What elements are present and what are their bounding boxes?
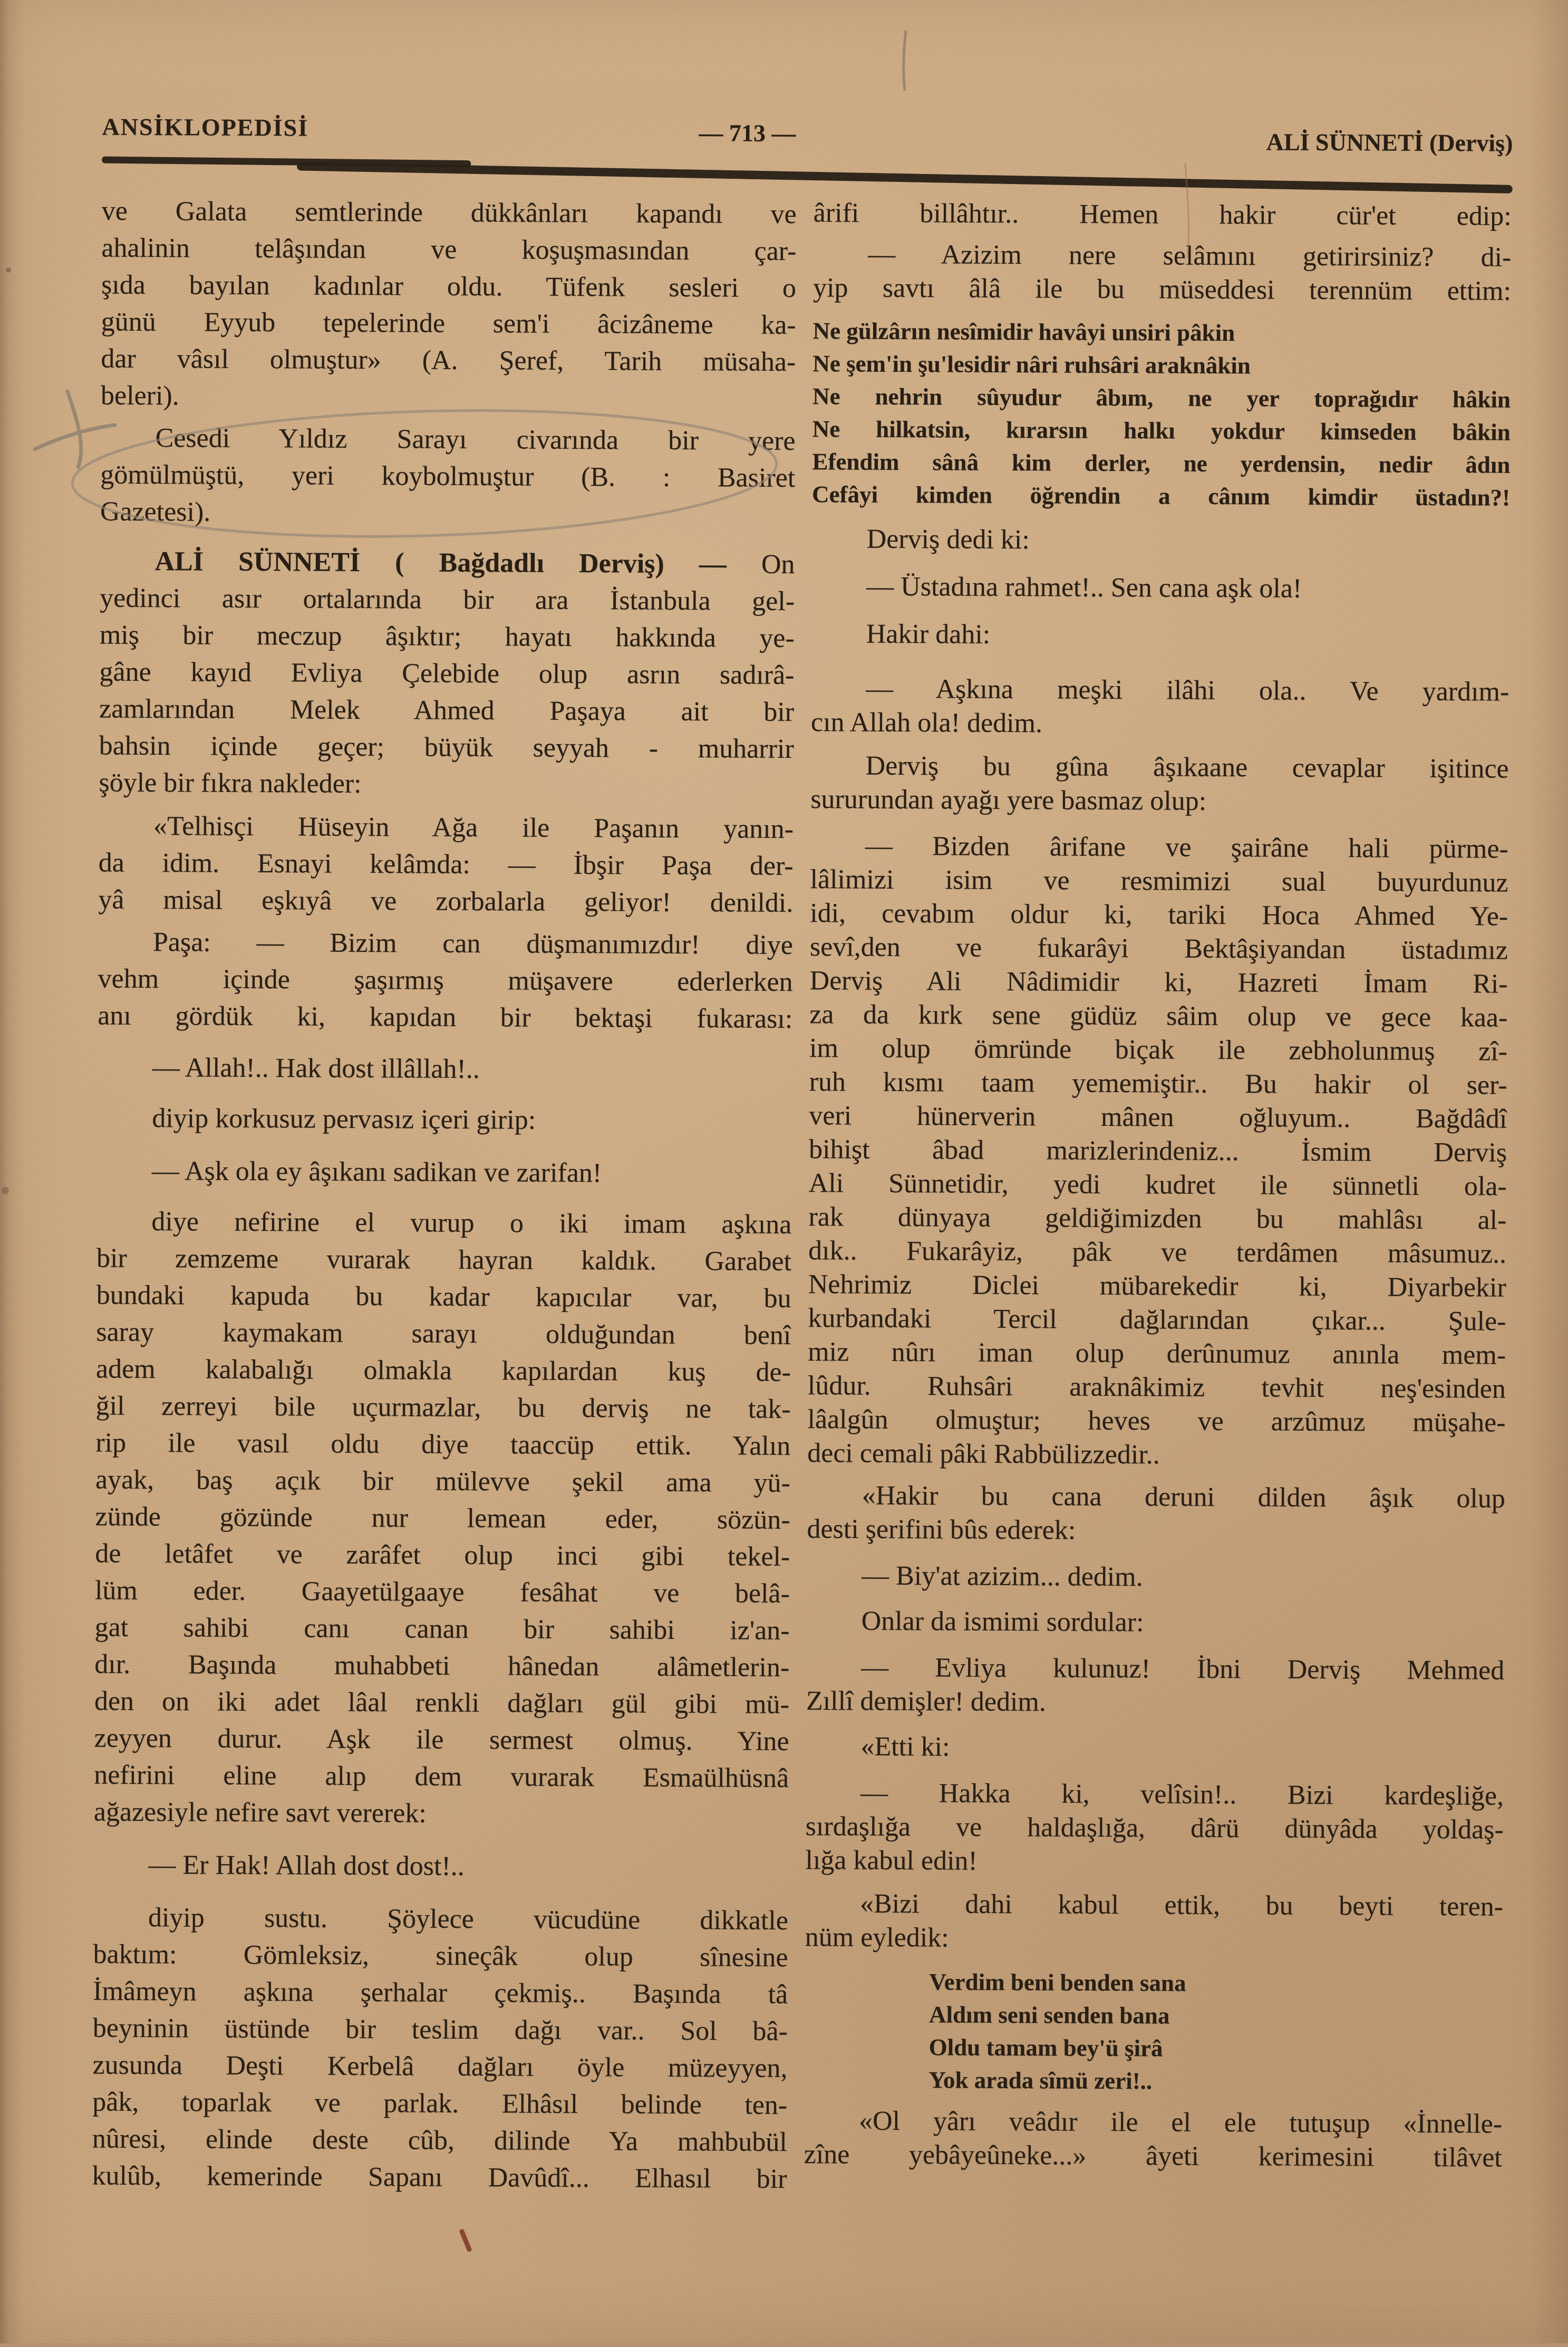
text-line: Paşa: — Bizim can düşmanımızdır! diye: [152, 927, 793, 961]
text-line: im olup ömründe biçak ile zebholunmuş zî-: [809, 1033, 1508, 1067]
text-line: nûresi, elinde deste cûb, dilinde Ya mahbubül: [92, 2123, 787, 2158]
text-line: — Üstadına rahmet!.. Sen cana aşk ola!: [866, 571, 1302, 604]
text-line: Aldım seni senden bana: [928, 2001, 1170, 2029]
text-line: Ne gülzârın nesîmidir havâyi unsiri pâkin: [812, 317, 1235, 346]
text-line: Zıllî demişler! dedim.: [806, 1686, 1046, 1717]
text-line: diye nefirine el vurup o iki imam aşkına: [151, 1206, 792, 1240]
text-line: yip savtı âlâ ile bu müseddesi terennüm ettim:: [812, 273, 1512, 306]
text-line: — Allah!.. Hak dost illâllah!..: [152, 1052, 480, 1085]
text-line: anı gördük ki, kapıdan bir bektaşi fukarası:: [98, 1000, 793, 1035]
text-line: saray kaymakam sarayı olduğundan benî: [96, 1317, 791, 1351]
text-line: Hakir dahi:: [866, 619, 991, 650]
text-line: Onlar da ismimi sordular:: [861, 1606, 1144, 1638]
page-number: — 713 —: [699, 119, 796, 147]
header-work-title: ANSİKLOPEDİSİ: [102, 113, 309, 141]
text-line: idi, cevabım oldur ki, tariki Hoca Ahmed Ye-: [810, 898, 1508, 932]
text-line: ayak, baş açık bir mülevve şekil ama yü-: [95, 1464, 791, 1499]
text-line: yedinci asır ortalarında bir ara İstanbula gel-: [99, 583, 795, 617]
text-line: gat sahibi canı canan bir sahibi iz'an-: [94, 1612, 790, 1646]
text-line: bahsin içinde geçer; büyük seyyah - muharrir: [99, 730, 794, 765]
right-text-column: [804, 196, 1512, 2175]
text-line: Nehrimiz Diclei mübarekedir ki, Diyarbekir: [808, 1269, 1506, 1303]
text-line: lûdur. Ruhsâri araknâkimiz tevhit neş'esinden: [807, 1370, 1506, 1404]
text-line: zusunda Deşti Kerbelâ dağları öyle müzeyyen,: [92, 2050, 788, 2084]
text-line: İmâmeyn aşkına şerhalar çekmiş.. Başında tâ: [93, 1976, 788, 2010]
text-line: lâlimizi isim ve resmimizi sual buyurdunuz: [810, 864, 1508, 898]
text-line: Ne şem'in şu'lesidir nâri ruhsâri araknâkin: [812, 350, 1251, 379]
text-line: dık.. Fukarâyiz, pâk ve terdâmen mâsumuz..: [808, 1235, 1507, 1269]
text-line: diyip korkusuz pervasız içeri girip:: [152, 1103, 536, 1135]
text-line: Gazetesi).: [100, 496, 211, 527]
text-line: kurbandaki Tercil dağlarından çıkar... Şule-: [808, 1303, 1506, 1337]
text-line: — Aşkına meşki ilâhi ola.. Ve yardım-: [866, 673, 1509, 707]
text-line: Derviş bu gûna âşıkaane cevaplar işitince: [865, 750, 1509, 784]
text-line: Efendim sânâ kim derler, ne yerdensin, nedir âdın: [812, 448, 1511, 478]
text-line: «Ol yârı veâdır ile el ele tutuşup «İnnelle-: [858, 2105, 1503, 2139]
text-line: rip ile vasıl oldu diye taaccüp ettik. Yalın: [95, 1427, 791, 1462]
text-line: ahalinin telâşından ve koşuşmasından çar-: [101, 233, 797, 267]
text-line: zîne yebâyeûneke...» âyeti kerimesini tilâvet: [804, 2139, 1502, 2173]
text-line: dar vâsıl olmuştur» (A. Şeref, Tarih müsaha-: [101, 343, 796, 378]
text-line: Ali Sünnetidir, yedi kudret ile sünnetli ola-: [808, 1168, 1507, 1202]
text-line: bundaki kapuda bu kadar kapıcılar var, bu: [96, 1280, 791, 1314]
text-line: — Evliya kulunuz! İbni Derviş Mehmed: [861, 1652, 1505, 1686]
text-line: sırdaşlığa ve haldaşlığa, dârü dünyâda yoldaş-: [805, 1811, 1504, 1845]
text-line: nefirini eline alıp dem vurarak Esmaülhüsnâ: [94, 1760, 789, 1794]
text-line: — Azizim nere selâmını getirirsiniz? di-: [868, 239, 1512, 273]
text-line: adem kalabalığı olmakla kapılardan kuş de-: [95, 1354, 791, 1388]
text-line: Yok arada sîmü zeri!..: [928, 2066, 1153, 2094]
text-line: lüm eder. Gaayetülgaaye fesâhat ve belâ-: [94, 1575, 790, 1609]
text-line: Derviş dedi ki:: [866, 524, 1030, 555]
text-line: yâ misal eşkıyâ ve zorbalarla geliyor! denildi.: [98, 884, 793, 919]
text-line: ruh kısmı taam yememiştir.. Bu hakir ol ser-: [809, 1067, 1507, 1100]
text-line: Oldu tamam bey'ü şirâ: [928, 2034, 1163, 2062]
text-line: lığa kabul edin!: [805, 1845, 977, 1876]
text-line: den on iki adet lâal renkli dağları gül gibi mü-: [94, 1686, 790, 1720]
text-line: zeyyen durur. Aşk ile sermest olmuş. Yine: [94, 1723, 789, 1757]
left-text-column: [92, 193, 797, 2198]
text-line: beyninin üstünde bir teslim dağı var.. Sol bâ-: [92, 2013, 788, 2047]
text-line: sevî,den ve fukarâyi Bektâşiyandan üstadımız: [809, 932, 1508, 965]
text-line: «Bizi dahi kabul ettik, bu beyti teren-: [859, 1888, 1504, 1922]
text-line: gömülmüştü, yeri koybolmuştur (B. : Basiret: [100, 459, 796, 494]
text-line: «Telhisçi Hüseyin Ağa ile Paşanın yanın-: [153, 811, 794, 845]
text-line: — Bizden ârifane ve şairâne hali pürme-: [865, 830, 1508, 864]
text-line: ve Galata semtlerinde dükkânları kapandı ve: [101, 196, 797, 230]
text-line: baktım: Gömleksiz, sineçâk olup sînesine: [93, 1939, 788, 1973]
text-line: bir zemzeme vurarak hayran kaldık. Garabet: [96, 1243, 792, 1277]
text-line: miz nûrı iman olup derûnumuz anınla mem-: [808, 1337, 1506, 1370]
text-line: rak dünyaya geldiğimizden bu mahlâsı al-: [808, 1202, 1507, 1235]
text-line: veri hünerverin mânen oğluyum.. Bağdâdî: [809, 1100, 1507, 1134]
text-line: — Biy'at azizim... dedim.: [861, 1560, 1143, 1592]
text-line: Cesedi Yıldız Sarayı civarında bir yere: [155, 423, 796, 457]
text-line: cın Allah ola! dedim.: [810, 707, 1043, 739]
text-line: beleri).: [100, 380, 179, 411]
text-line: zünde gözünde nur lemean eder, sözün-: [95, 1501, 790, 1535]
text-line: da idim. Esnayi kelâmda: — İbşir Paşa der-: [98, 847, 793, 882]
text-line: günü Eyyub tepelerinde sem'i âcizâneme ka-: [101, 306, 796, 341]
text-line: — Hakka ki, velîsin!.. Bizi kardeşliğe,: [860, 1778, 1504, 1811]
text-line: Cefâyi kimden öğrendin a cânım kimdir üstadın?!: [811, 481, 1511, 511]
header-entry-title: ALİ SÜNNETİ (Derviş): [1266, 128, 1513, 157]
text-line: şıda bayılan kadınlar oldu. Tüfenk sesleri o: [101, 269, 797, 304]
text-line: deci cemali pâki Rabbülizzedir..: [807, 1438, 1160, 1470]
text-line: Verdim beni benden sana: [929, 1968, 1186, 1996]
text-line: Ne hilkatsin, kırarsın halkı yokdur kimseden bâkin: [812, 416, 1511, 446]
text-line: ğil zerreyi bile uçurmazlar, bu derviş ne tak-: [95, 1390, 791, 1425]
text-line: nüm eyledik:: [805, 1922, 949, 1953]
text-line: gâne kayıd Evliya Çelebide olup asrın sadırâ-: [99, 656, 795, 691]
text-line: ağazesiyle nefire savt vererek:: [93, 1797, 427, 1829]
text-line: bihişt âbad marizlerindeniz... İsmim Derviş: [808, 1134, 1507, 1168]
header-rule-main: [297, 162, 1513, 193]
text-line: Ne nehrin sûyudur âbım, ne yer toprağıdır hâkin: [812, 383, 1511, 413]
text-line: vehm içinde şaşırmış müşavere ederlerken: [98, 963, 793, 998]
text-line: za da kırk sene güdüz sâim olup ve gece kaa-: [809, 999, 1508, 1033]
text-line: — Aşk ola ey âşıkanı sadikan ve zarifan!: [151, 1156, 602, 1189]
text-line: de letâfet ve zarâfet olup inci gibi tekel-: [95, 1538, 790, 1572]
text-line: «Etti ki:: [860, 1731, 950, 1762]
text-line: Derviş Ali Nâdimidir ki, Hazreti İmam Ri-: [809, 965, 1508, 999]
text-line: sururundan ayağı yere basmaz olup:: [810, 784, 1207, 816]
text-line: desti şerifini bûs ederek:: [807, 1514, 1076, 1546]
text-line: lâalgûn olmuştur; heves ve arzûmuz müşahe-: [807, 1404, 1506, 1438]
text-line: ârifi billâhtır.. Hemen hakir cür'et edip:: [813, 198, 1512, 231]
text-line: pâk, toparlak ve parlak. Elhâsıl belinde ten-: [92, 2087, 788, 2121]
text-line: «Hakir bu cana deruni dilden âşık olup: [862, 1480, 1505, 1514]
text-line: kulûb, kemerinde Sapanı Davûdî... Elhasıl bir: [92, 2160, 787, 2195]
entry-title-lead: ALİ SÜNNETİ ( Bağdadlı Derviş) —: [154, 546, 762, 579]
text-line: şöyle bir fıkra nakleder:: [99, 767, 362, 799]
text-line: miş bir meczup âşıktır; hayatı hakkında ye-: [99, 620, 795, 654]
text-line: zamlarından Melek Ahmed Paşaya ait bir: [99, 693, 795, 728]
text-line: ALİ SÜNNETİ ( Bağdadlı Derviş) — On: [154, 546, 795, 580]
text-line: diyip sustu. Şöylece vücudüne dikkatle: [148, 1902, 789, 1936]
text-line: dır. Başında muhabbeti hânedan alâmetlerin-: [94, 1649, 790, 1683]
text-line: — Er Hak! Allah dost dost!..: [148, 1850, 464, 1882]
